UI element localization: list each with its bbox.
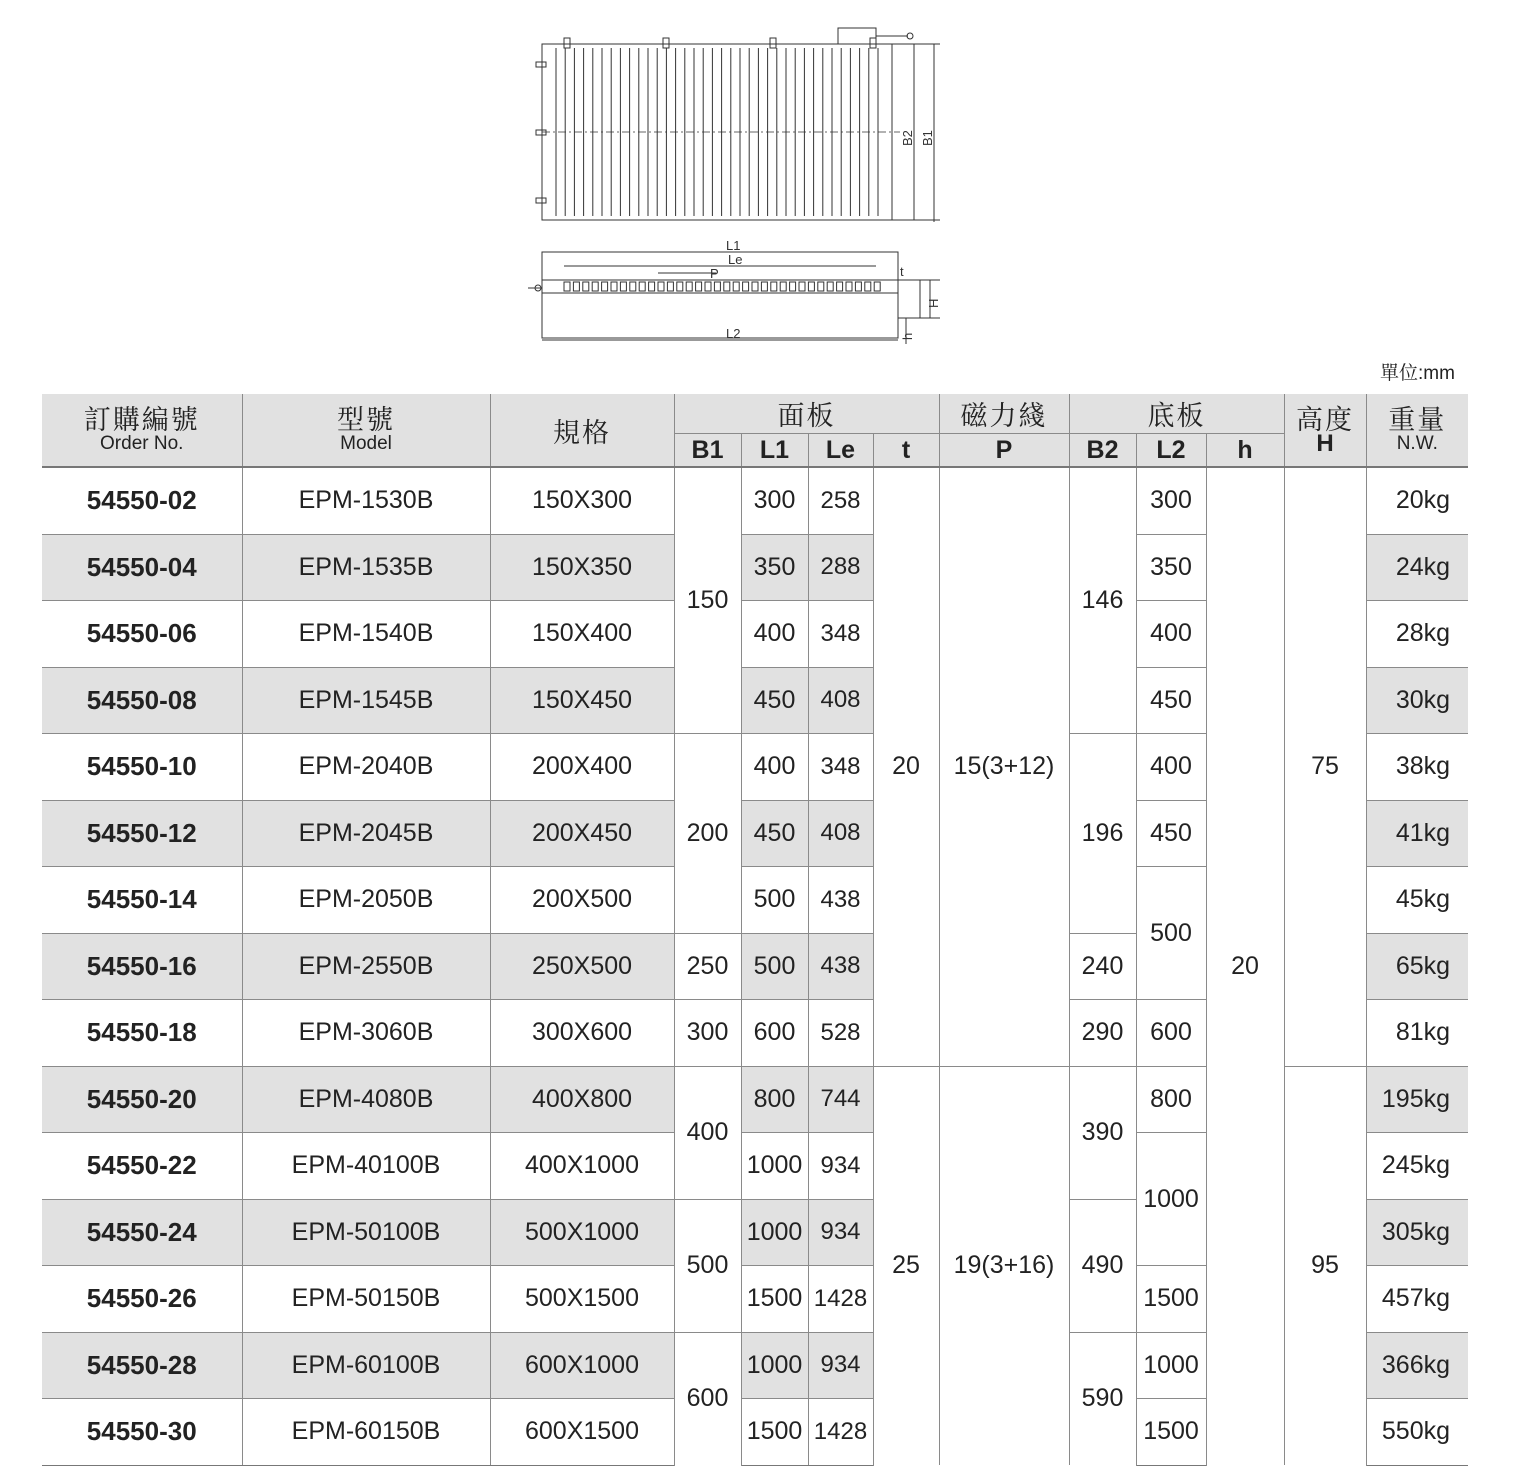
spec: 400X800	[490, 1066, 674, 1133]
mounting-lugs	[564, 38, 876, 48]
b2-cell: 196	[1069, 734, 1136, 934]
order-no: 54550-08	[42, 667, 242, 734]
b1-cell: 200	[674, 734, 741, 934]
weight: 28kg	[1366, 601, 1468, 668]
side-tooth	[649, 282, 655, 291]
b1-cell: 300	[674, 1000, 741, 1067]
order-no: 54550-26	[42, 1266, 242, 1333]
unit-label: 單位:mm	[1380, 363, 1455, 384]
side-tooth	[855, 282, 861, 291]
side-tooth	[602, 282, 608, 291]
le-cell: 438	[808, 933, 873, 1000]
spec: 150X300	[490, 467, 674, 534]
l2-cell: 1500	[1136, 1399, 1206, 1466]
model: EPM-50150B	[242, 1266, 490, 1333]
spec: 300X600	[490, 1000, 674, 1067]
l1-cell: 400	[741, 734, 808, 801]
order-no: 54550-30	[42, 1399, 242, 1466]
header-spec: 規格	[490, 394, 674, 467]
dim-h-lower: h	[900, 332, 915, 340]
side-view-body	[542, 252, 898, 338]
side-tooth	[799, 282, 805, 291]
l2-cell: 600	[1136, 1000, 1206, 1067]
header-l2: L2	[1136, 434, 1206, 468]
l2-cell: 500	[1136, 867, 1206, 1000]
side-tooth	[733, 282, 739, 291]
model: EPM-2045B	[242, 800, 490, 867]
header-base-plate: 底板	[1069, 394, 1284, 434]
t-cell: 20	[873, 467, 939, 1066]
header-weight: 重量 N.W.	[1366, 394, 1468, 467]
side-tooth	[583, 282, 589, 291]
le-cell: 934	[808, 1199, 873, 1266]
weight: 550kg	[1366, 1399, 1468, 1466]
l2-cell: 1000	[1136, 1332, 1206, 1399]
order-no: 54550-22	[42, 1133, 242, 1200]
side-tooth	[818, 282, 824, 291]
header-order: 訂購編號 Order No.	[42, 394, 242, 467]
l2-cell: 1500	[1136, 1266, 1206, 1333]
spec-table	[42, 394, 1468, 1466]
l2-cell: 450	[1136, 667, 1206, 734]
spec: 600X1000	[490, 1332, 674, 1399]
spec: 150X400	[490, 601, 674, 668]
pole-strips	[556, 48, 878, 216]
spec: 200X450	[490, 800, 674, 867]
side-tooth	[611, 282, 617, 291]
dim-b1: B1	[920, 130, 935, 146]
le-cell: 528	[808, 1000, 873, 1067]
spec: 200X500	[490, 867, 674, 934]
l1-cell: 450	[741, 800, 808, 867]
spec: 200X400	[490, 734, 674, 801]
side-tooth	[573, 282, 579, 291]
l2-cell: 350	[1136, 534, 1206, 601]
header-face-plate: 面板	[674, 394, 939, 434]
b1-cell: 500	[674, 1199, 741, 1332]
le-cell: 348	[808, 601, 873, 668]
weight: 38kg	[1366, 734, 1468, 801]
b2-cell: 590	[1069, 1332, 1136, 1465]
spec: 150X450	[490, 667, 674, 734]
order-no: 54550-06	[42, 601, 242, 668]
le-cell: 1428	[808, 1266, 873, 1333]
header-height: 高度 H	[1284, 394, 1366, 467]
b2-cell: 490	[1069, 1199, 1136, 1332]
weight: 24kg	[1366, 534, 1468, 601]
side-tooth	[874, 282, 880, 291]
side-tooth	[752, 282, 758, 291]
l2-cell: 1000	[1136, 1133, 1206, 1266]
l1-cell: 1500	[741, 1266, 808, 1333]
spec: 500X1000	[490, 1199, 674, 1266]
weight: 81kg	[1366, 1000, 1468, 1067]
spec: 250X500	[490, 933, 674, 1000]
spec: 150X350	[490, 534, 674, 601]
table-row	[42, 467, 1468, 534]
height-cell: 75	[1284, 467, 1366, 1066]
h-cell: 20	[1206, 467, 1284, 1465]
le-cell: 934	[808, 1133, 873, 1200]
l2-cell: 300	[1136, 467, 1206, 534]
order-no: 54550-16	[42, 933, 242, 1000]
weight: 41kg	[1366, 800, 1468, 867]
le-cell: 408	[808, 800, 873, 867]
b2-cell: 146	[1069, 467, 1136, 734]
le-cell: 744	[808, 1066, 873, 1133]
side-tooth	[639, 282, 645, 291]
l1-cell: 500	[741, 867, 808, 934]
model: EPM-60150B	[242, 1399, 490, 1466]
weight: 245kg	[1366, 1133, 1468, 1200]
side-tooth	[865, 282, 871, 291]
header-p: P	[939, 434, 1069, 468]
side-tooth	[743, 282, 749, 291]
side-tooth	[837, 282, 843, 291]
header-magnet-line: 磁力綫	[939, 394, 1069, 434]
l1-cell: 1000	[741, 1199, 808, 1266]
side-tooth	[771, 282, 777, 291]
b1-cell: 150	[674, 467, 741, 734]
mounting-lug	[770, 38, 776, 48]
header-t: t	[873, 434, 939, 468]
model: EPM-1540B	[242, 601, 490, 668]
dim-l1: L1	[726, 238, 741, 253]
model: EPM-2040B	[242, 734, 490, 801]
side-tooth	[592, 282, 598, 291]
side-tooth	[620, 282, 626, 291]
side-tooth	[790, 282, 796, 291]
header-b2: B2	[1069, 434, 1136, 468]
mounting-lug	[870, 38, 876, 48]
l2-cell: 400	[1136, 734, 1206, 801]
t-cell: 25	[873, 1066, 939, 1465]
le-cell: 258	[808, 467, 873, 534]
l1-cell: 1000	[741, 1332, 808, 1399]
side-tooth	[630, 282, 636, 291]
spec: 600X1500	[490, 1399, 674, 1466]
dim-t: t	[900, 264, 904, 279]
weight: 65kg	[1366, 933, 1468, 1000]
b2-cell: 240	[1069, 933, 1136, 1000]
order-no: 54550-02	[42, 467, 242, 534]
mounting-lug	[564, 38, 570, 48]
l1-cell: 600	[741, 1000, 808, 1067]
l1-cell: 800	[741, 1066, 808, 1133]
weight: 30kg	[1366, 667, 1468, 734]
l1-cell: 500	[741, 933, 808, 1000]
weight: 45kg	[1366, 867, 1468, 934]
b1-cell: 400	[674, 1066, 741, 1199]
header-h: h	[1206, 434, 1284, 468]
spec: 400X1000	[490, 1133, 674, 1200]
order-no: 54550-20	[42, 1066, 242, 1133]
spec: 500X1500	[490, 1266, 674, 1333]
model: EPM-60100B	[242, 1332, 490, 1399]
side-teeth	[564, 282, 880, 291]
b2-cell: 390	[1069, 1066, 1136, 1199]
order-no: 54550-14	[42, 867, 242, 934]
header-model: 型號 Model	[242, 394, 490, 467]
b1-cell: 250	[674, 933, 741, 1000]
side-tooth	[696, 282, 702, 291]
order-no: 54550-24	[42, 1199, 242, 1266]
le-cell: 348	[808, 734, 873, 801]
side-tooth	[677, 282, 683, 291]
b1-cell: 600	[674, 1332, 741, 1465]
side-tooth	[724, 282, 730, 291]
side-tooth	[686, 282, 692, 291]
side-tooth	[808, 282, 814, 291]
weight: 20kg	[1366, 467, 1468, 534]
le-cell: 438	[808, 867, 873, 934]
dim-p: P	[710, 266, 719, 281]
magnetic-chuck-drawing	[520, 18, 960, 358]
b2-cell: 290	[1069, 1000, 1136, 1067]
order-no: 54550-28	[42, 1332, 242, 1399]
model: EPM-2550B	[242, 933, 490, 1000]
le-cell: 288	[808, 534, 873, 601]
le-cell: 1428	[808, 1399, 873, 1466]
header-le: Le	[808, 434, 873, 468]
dim-b2: B2	[900, 130, 915, 146]
weight: 366kg	[1366, 1332, 1468, 1399]
l1-cell: 450	[741, 667, 808, 734]
side-tooth	[846, 282, 852, 291]
side-tooth	[827, 282, 833, 291]
side-tooth	[667, 282, 673, 291]
model: EPM-4080B	[242, 1066, 490, 1133]
p-cell: 15(3+12)	[939, 467, 1069, 1066]
dim-h-upper: H	[926, 298, 941, 308]
weight: 195kg	[1366, 1066, 1468, 1133]
side-tooth	[780, 282, 786, 291]
l1-cell: 350	[741, 534, 808, 601]
side-tooth	[761, 282, 767, 291]
l1-cell: 1500	[741, 1399, 808, 1466]
header-l1: L1	[741, 434, 808, 468]
weight: 305kg	[1366, 1199, 1468, 1266]
mounting-lug	[663, 38, 669, 48]
l1-cell: 1000	[741, 1133, 808, 1200]
weight: 457kg	[1366, 1266, 1468, 1333]
side-tooth	[705, 282, 711, 291]
order-no: 54550-10	[42, 734, 242, 801]
model: EPM-50100B	[242, 1199, 490, 1266]
l1-cell: 400	[741, 601, 808, 668]
dim-le: Le	[728, 252, 743, 267]
l2-cell: 800	[1136, 1066, 1206, 1133]
model: EPM-40100B	[242, 1133, 490, 1200]
model: EPM-3060B	[242, 1000, 490, 1067]
side-tooth	[564, 282, 570, 291]
order-no: 54550-12	[42, 800, 242, 867]
order-no: 54550-18	[42, 1000, 242, 1067]
le-cell: 934	[808, 1332, 873, 1399]
l2-cell: 400	[1136, 601, 1206, 668]
l1-cell: 300	[741, 467, 808, 534]
model: EPM-1545B	[242, 667, 490, 734]
model: EPM-1535B	[242, 534, 490, 601]
order-no: 54550-04	[42, 534, 242, 601]
l2-cell: 450	[1136, 800, 1206, 867]
dim-l2: L2	[726, 326, 741, 341]
side-tooth	[658, 282, 664, 291]
height-cell: 95	[1284, 1066, 1366, 1465]
p-cell: 19(3+16)	[939, 1066, 1069, 1465]
le-cell: 408	[808, 667, 873, 734]
header-b1: B1	[674, 434, 741, 468]
side-tooth	[714, 282, 720, 291]
model: EPM-2050B	[242, 867, 490, 934]
model: EPM-1530B	[242, 467, 490, 534]
